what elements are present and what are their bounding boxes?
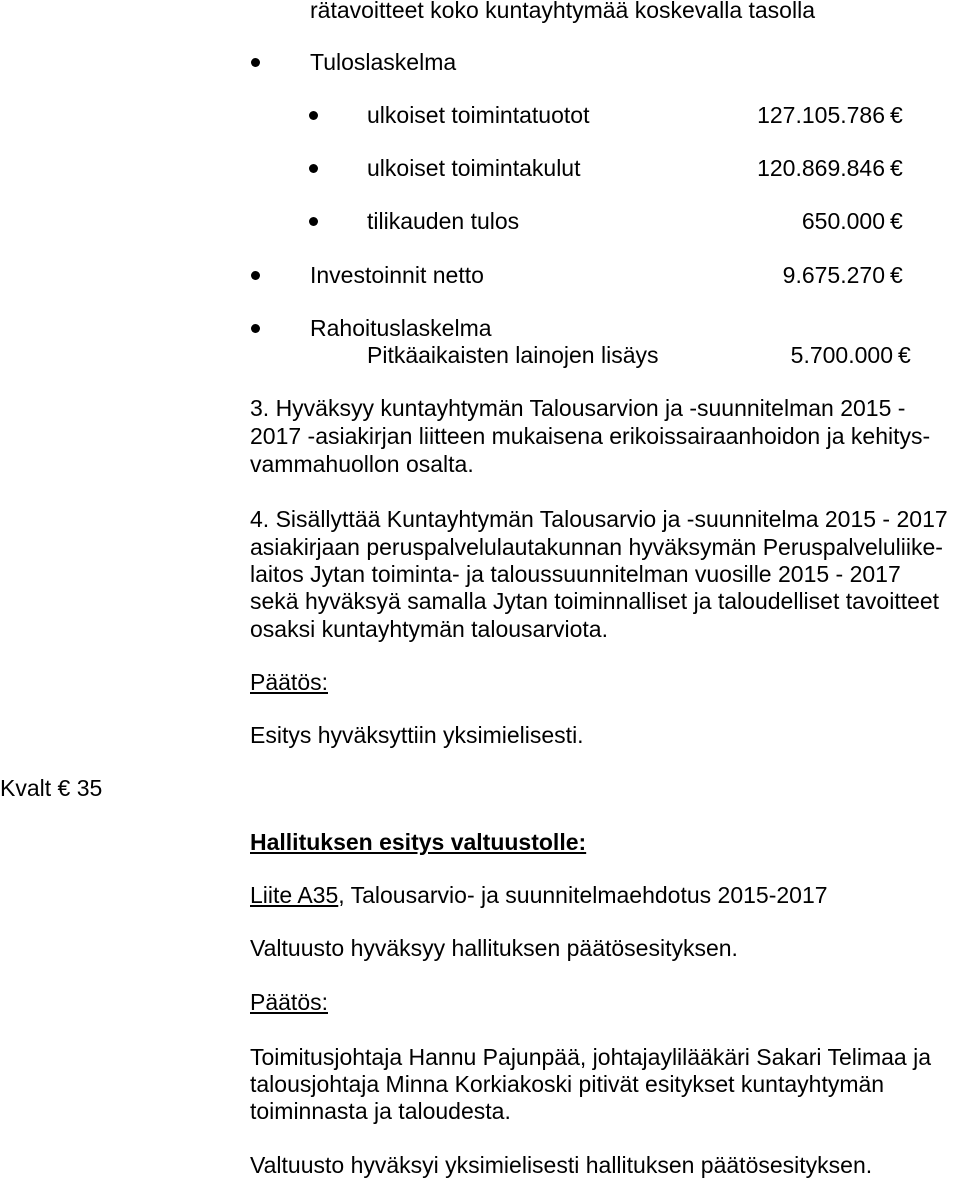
decision-heading: Päätös: — [250, 669, 328, 695]
attachment-line — [250, 882, 828, 909]
euro-sign: € — [898, 342, 911, 368]
bullet — [309, 164, 318, 173]
euro-sign: € — [890, 102, 903, 128]
investoinnit-value: 9.675.270 — [782, 262, 885, 288]
paragraph-line: osaksi kuntayhtymän talousarviota. — [250, 616, 608, 642]
paragraph-line: 2017 -asiakirjan liitteen mukaisena erikoissairaanhoidon ja kehitys- — [250, 423, 931, 449]
section-number: 35 — [76, 775, 103, 801]
section-label: Kvalt — [0, 775, 52, 801]
section-marker — [0, 775, 102, 802]
euro-sign: € — [890, 155, 903, 181]
paragraph-line: 3. Hyväksyy kuntayhtymän Talousarvion ja -suunnitelman 2015 - — [250, 395, 906, 421]
investoinnit-label: Investoinnit netto — [310, 262, 484, 288]
bullet — [309, 111, 318, 120]
paragraph-line: laitos Jytan toiminta- ja taloussuunnitelman vuosille 2015 - 2017 — [250, 561, 901, 587]
budget-item-value: 120.869.846 — [757, 155, 885, 181]
tuloslaskelma-label: Tuloslaskelma — [310, 49, 457, 75]
paragraph-line: 4. Sisällyttää Kuntayhtymän Talousarvio ja -suunnitelma 2015 - 2017 — [250, 506, 948, 532]
rahoitus-sub-value: 5.700.000 — [790, 342, 893, 368]
decision-heading: Päätös: — [250, 989, 328, 1015]
euro-sign: € — [890, 208, 903, 234]
budget-item-value: 650.000 — [801, 208, 885, 234]
paragraph-line: Toimitusjohtaja Hannu Pajunpää, johtajaylilääkäri Sakari Telimaa ja — [250, 1044, 932, 1070]
euro-sign: € — [890, 262, 903, 288]
final-decision-text: Valtuusto hyväksyi yksimielisesti hallituksen päätösesityksen. — [250, 1152, 873, 1178]
attachment-link: Liite A35 — [250, 882, 339, 908]
paragraph-line: sekä hyväksyä samalla Jytan toiminnalliset ja taloudelliset tavoitteet — [250, 588, 940, 614]
intro-line: rätavoitteet koko kuntayhtymää koskevalla tasolla — [310, 0, 815, 23]
paragraph-line: asiakirjaan peruspalvelulautakunnan hyväksymän Peruspalveluliike- — [250, 534, 943, 560]
bullet — [251, 58, 260, 67]
budget-item-label: tilikauden tulos — [367, 208, 520, 234]
budget-item-label: ulkoiset toimintatuotot — [367, 102, 590, 128]
paragraph-line: toiminnasta ja taloudesta. — [250, 1098, 511, 1124]
bullet — [251, 271, 260, 280]
paragraph-line: talousjohtaja Minna Korkiakoski pitivät esitykset kuntayhtymän — [250, 1071, 885, 1097]
rahoitus-label: Rahoituslaskelma — [310, 315, 492, 341]
decision-text: Esitys hyväksyttiin yksimielisesti. — [250, 722, 584, 748]
paragraph-line: vammahuollon osalta. — [250, 451, 474, 477]
proposal-heading: Hallituksen esitys valtuustolle: — [250, 829, 587, 855]
proposal-text: Valtuusto hyväksyy hallituksen päätösesityksen. — [250, 935, 738, 961]
attachment-description: , Talousarvio- ja suunnitelmaehdotus 2015-2017 — [338, 882, 828, 908]
section-symbol: € — [57, 775, 71, 801]
rahoitus-sub-label: Pitkäaikaisten lainojen lisäys — [367, 342, 659, 368]
budget-item-value: 127.105.786 — [757, 102, 885, 128]
bullet — [309, 217, 318, 226]
bullet — [251, 324, 260, 333]
budget-item-label: ulkoiset toimintakulut — [367, 155, 581, 181]
